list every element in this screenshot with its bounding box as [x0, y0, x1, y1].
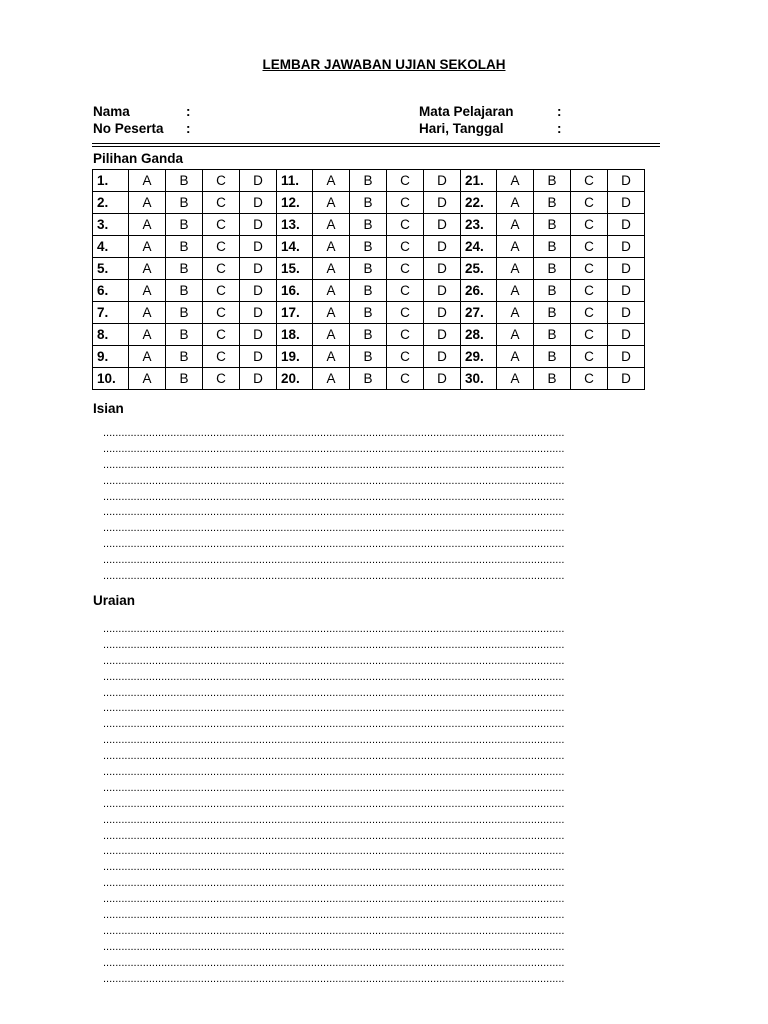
- answer-option[interactable]: C: [571, 368, 608, 390]
- answer-option[interactable]: B: [534, 368, 571, 390]
- answer-option[interactable]: D: [240, 280, 277, 302]
- table-row: [93, 258, 645, 280]
- answer-option[interactable]: B: [534, 170, 571, 192]
- uraian-answer-line[interactable]: .......................................................................................................................................................: [103, 924, 565, 937]
- answer-option[interactable]: C: [571, 258, 608, 280]
- uraian-answer-line[interactable]: .......................................................................................................................................................: [103, 956, 565, 969]
- question-number: 20.: [277, 368, 313, 390]
- field-mata-pelajaran-label: Mata Pelajaran: [419, 104, 514, 119]
- answer-option[interactable]: C: [387, 324, 424, 346]
- uraian-answer-line[interactable]: .......................................................................................................................................................: [103, 734, 565, 747]
- question-number: 1.: [93, 170, 129, 192]
- field-mata-pelajaran: [419, 104, 562, 120]
- field-hari-tanggal-label: Hari, Tanggal: [419, 121, 504, 136]
- answer-option[interactable]: A: [313, 236, 350, 258]
- answer-option[interactable]: A: [497, 258, 534, 280]
- answer-option[interactable]: D: [424, 258, 461, 280]
- answer-option[interactable]: B: [166, 346, 203, 368]
- uraian-answer-line[interactable]: .......................................................................................................................................................: [103, 623, 565, 635]
- answer-option[interactable]: A: [129, 302, 166, 324]
- answer-option[interactable]: A: [497, 324, 534, 346]
- isian-answer-line[interactable]: .......................................................................................................................................................: [103, 570, 565, 583]
- answer-option[interactable]: B: [166, 368, 203, 390]
- answer-option[interactable]: B: [166, 214, 203, 236]
- question-number: 14.: [277, 236, 313, 258]
- answer-option[interactable]: A: [497, 302, 534, 324]
- field-nama-colon: :: [186, 104, 191, 119]
- question-number: 6.: [93, 280, 129, 302]
- field-nama: [93, 104, 191, 120]
- uraian-answer-line[interactable]: .......................................................................................................................................................: [103, 718, 565, 731]
- uraian-answer-line[interactable]: .......................................................................................................................................................: [103, 686, 565, 699]
- answer-option[interactable]: C: [203, 236, 240, 258]
- question-number: 27.: [461, 302, 497, 324]
- answer-option[interactable]: C: [571, 324, 608, 346]
- uraian-answer-line[interactable]: .......................................................................................................................................................: [103, 797, 565, 810]
- answer-option[interactable]: D: [424, 346, 461, 368]
- table-row: [93, 170, 645, 192]
- answer-option[interactable]: A: [497, 280, 534, 302]
- uraian-answer-line[interactable]: .......................................................................................................................................................: [103, 750, 565, 763]
- table-row: [93, 214, 645, 236]
- question-number: 16.: [277, 280, 313, 302]
- answer-option[interactable]: C: [203, 170, 240, 192]
- answer-option[interactable]: A: [313, 170, 350, 192]
- question-number: 18.: [277, 324, 313, 346]
- answer-option[interactable]: A: [497, 214, 534, 236]
- answer-option[interactable]: D: [240, 214, 277, 236]
- answer-option[interactable]: A: [313, 280, 350, 302]
- answer-option[interactable]: D: [608, 214, 645, 236]
- answer-option[interactable]: B: [166, 236, 203, 258]
- answer-option[interactable]: A: [129, 236, 166, 258]
- answer-option[interactable]: C: [203, 324, 240, 346]
- answer-option[interactable]: D: [424, 170, 461, 192]
- answer-option[interactable]: D: [424, 192, 461, 214]
- answer-option[interactable]: A: [129, 258, 166, 280]
- answer-option[interactable]: A: [497, 236, 534, 258]
- answer-option[interactable]: C: [203, 214, 240, 236]
- uraian-answer-line[interactable]: .......................................................................................................................................................: [103, 766, 565, 779]
- answer-option[interactable]: D: [424, 236, 461, 258]
- page-title: LEMBAR JAWABAN UJIAN SEKOLAH: [262, 57, 506, 72]
- answer-option[interactable]: A: [129, 324, 166, 346]
- answer-option[interactable]: D: [608, 170, 645, 192]
- answer-option[interactable]: B: [350, 192, 387, 214]
- uraian-answer-line[interactable]: .......................................................................................................................................................: [103, 829, 565, 842]
- answer-option[interactable]: B: [534, 280, 571, 302]
- answer-option[interactable]: C: [203, 258, 240, 280]
- question-number: 11.: [277, 170, 313, 192]
- answer-option[interactable]: A: [129, 280, 166, 302]
- isian-answer-line[interactable]: .......................................................................................................................................................: [103, 522, 565, 535]
- isian-answer-line[interactable]: .......................................................................................................................................................: [103, 490, 565, 503]
- answer-option[interactable]: B: [534, 192, 571, 214]
- question-number: 7.: [93, 302, 129, 324]
- isian-answer-line[interactable]: .......................................................................................................................................................: [103, 427, 565, 439]
- uraian-answer-lines: [103, 622, 650, 987]
- answer-option[interactable]: C: [203, 346, 240, 368]
- answer-option[interactable]: C: [571, 236, 608, 258]
- answer-option[interactable]: C: [387, 236, 424, 258]
- answer-option[interactable]: C: [571, 302, 608, 324]
- answer-option[interactable]: C: [387, 214, 424, 236]
- question-number: 13.: [277, 214, 313, 236]
- answer-option[interactable]: B: [350, 368, 387, 390]
- answer-option[interactable]: B: [534, 324, 571, 346]
- answer-option[interactable]: D: [424, 368, 461, 390]
- answer-option[interactable]: B: [166, 258, 203, 280]
- answer-option[interactable]: D: [608, 302, 645, 324]
- answer-option[interactable]: D: [240, 346, 277, 368]
- question-number: 9.: [93, 346, 129, 368]
- answer-option[interactable]: D: [424, 214, 461, 236]
- isian-answer-line[interactable]: .......................................................................................................................................................: [103, 554, 565, 567]
- uraian-answer-line[interactable]: .......................................................................................................................................................: [103, 702, 565, 715]
- question-number: 10.: [93, 368, 129, 390]
- answer-option[interactable]: B: [350, 324, 387, 346]
- uraian-answer-line[interactable]: .......................................................................................................................................................: [103, 638, 565, 651]
- isian-answer-line[interactable]: .......................................................................................................................................................: [103, 506, 565, 519]
- question-number: 26.: [461, 280, 497, 302]
- answer-option[interactable]: B: [350, 280, 387, 302]
- answer-option[interactable]: D: [240, 368, 277, 390]
- answer-option[interactable]: D: [424, 280, 461, 302]
- answer-option[interactable]: C: [203, 192, 240, 214]
- answer-option[interactable]: C: [387, 346, 424, 368]
- question-number: 4.: [93, 236, 129, 258]
- table-row: [93, 302, 645, 324]
- answer-option[interactable]: C: [571, 346, 608, 368]
- answer-option[interactable]: C: [571, 192, 608, 214]
- answer-option[interactable]: A: [313, 214, 350, 236]
- table-row: [93, 236, 645, 258]
- answer-option[interactable]: D: [608, 280, 645, 302]
- question-number: 5.: [93, 258, 129, 280]
- uraian-answer-line[interactable]: .......................................................................................................................................................: [103, 670, 565, 683]
- answer-option[interactable]: A: [129, 192, 166, 214]
- answer-option[interactable]: D: [240, 236, 277, 258]
- isian-answer-line[interactable]: .......................................................................................................................................................: [103, 474, 565, 487]
- answer-option[interactable]: B: [534, 346, 571, 368]
- isian-answer-lines: [103, 426, 650, 585]
- answer-option[interactable]: A: [313, 368, 350, 390]
- answer-option[interactable]: C: [387, 368, 424, 390]
- answer-option[interactable]: A: [497, 346, 534, 368]
- answer-option[interactable]: A: [313, 302, 350, 324]
- answer-option[interactable]: D: [608, 368, 645, 390]
- isian-answer-line[interactable]: .......................................................................................................................................................: [103, 538, 565, 551]
- answer-option[interactable]: C: [387, 192, 424, 214]
- table-row: [93, 192, 645, 214]
- question-number: 2.: [93, 192, 129, 214]
- question-number: 8.: [93, 324, 129, 346]
- answer-option[interactable]: D: [608, 346, 645, 368]
- answer-option[interactable]: C: [387, 302, 424, 324]
- question-number: 23.: [461, 214, 497, 236]
- field-nama-label: Nama: [93, 104, 130, 119]
- answer-option[interactable]: B: [534, 236, 571, 258]
- uraian-answer-line[interactable]: .......................................................................................................................................................: [103, 877, 565, 890]
- uraian-answer-line[interactable]: .......................................................................................................................................................: [103, 909, 565, 922]
- field-hari-tanggal-colon: :: [557, 121, 562, 136]
- answer-option[interactable]: C: [571, 280, 608, 302]
- table-row: [93, 324, 645, 346]
- question-number: 30.: [461, 368, 497, 390]
- answer-option[interactable]: C: [203, 302, 240, 324]
- answer-option[interactable]: C: [387, 258, 424, 280]
- question-number: 15.: [277, 258, 313, 280]
- question-number: 24.: [461, 236, 497, 258]
- answer-option[interactable]: D: [240, 192, 277, 214]
- answer-option[interactable]: A: [313, 192, 350, 214]
- isian-heading: Isian: [93, 401, 124, 416]
- answer-option[interactable]: D: [424, 324, 461, 346]
- answer-option[interactable]: B: [350, 302, 387, 324]
- uraian-answer-line[interactable]: .......................................................................................................................................................: [103, 893, 565, 906]
- answer-option[interactable]: D: [608, 236, 645, 258]
- multiple-choice-table: [92, 169, 645, 390]
- field-no-peserta-label: No Peserta: [93, 121, 164, 136]
- answer-option[interactable]: B: [350, 346, 387, 368]
- answer-option[interactable]: A: [129, 346, 166, 368]
- answer-option[interactable]: C: [387, 280, 424, 302]
- uraian-answer-line[interactable]: .......................................................................................................................................................: [103, 813, 565, 826]
- field-mata-pelajaran-colon: :: [557, 104, 562, 119]
- answer-option[interactable]: B: [166, 302, 203, 324]
- field-no-peserta-colon: :: [186, 121, 191, 136]
- answer-option[interactable]: A: [129, 214, 166, 236]
- uraian-answer-line[interactable]: .......................................................................................................................................................: [103, 940, 565, 953]
- isian-answer-line[interactable]: .......................................................................................................................................................: [103, 458, 565, 471]
- uraian-answer-line[interactable]: .......................................................................................................................................................: [103, 861, 565, 874]
- answer-option[interactable]: D: [240, 302, 277, 324]
- answer-option[interactable]: A: [129, 170, 166, 192]
- uraian-answer-line[interactable]: .......................................................................................................................................................: [103, 972, 565, 985]
- answer-option[interactable]: C: [203, 280, 240, 302]
- field-no-peserta: [93, 121, 191, 137]
- question-number: 19.: [277, 346, 313, 368]
- answer-option[interactable]: A: [497, 192, 534, 214]
- answer-option[interactable]: A: [313, 258, 350, 280]
- answer-option[interactable]: C: [203, 368, 240, 390]
- question-number: 17.: [277, 302, 313, 324]
- answer-option[interactable]: C: [571, 170, 608, 192]
- answer-option[interactable]: B: [350, 214, 387, 236]
- answer-option[interactable]: B: [350, 236, 387, 258]
- answer-option[interactable]: A: [313, 346, 350, 368]
- uraian-answer-line[interactable]: .......................................................................................................................................................: [103, 845, 565, 858]
- pilihan-ganda-heading: Pilihan Ganda: [93, 151, 184, 166]
- answer-option[interactable]: B: [166, 170, 203, 192]
- answer-option[interactable]: D: [240, 324, 277, 346]
- answer-option[interactable]: A: [129, 368, 166, 390]
- answer-option[interactable]: B: [350, 258, 387, 280]
- table-row: [93, 346, 645, 368]
- answer-option[interactable]: B: [166, 324, 203, 346]
- answer-option[interactable]: D: [608, 192, 645, 214]
- answer-option[interactable]: D: [424, 302, 461, 324]
- answer-option[interactable]: C: [571, 214, 608, 236]
- field-hari-tanggal: [419, 121, 562, 137]
- question-number: 25.: [461, 258, 497, 280]
- answer-option[interactable]: B: [534, 302, 571, 324]
- answer-option[interactable]: D: [608, 258, 645, 280]
- header-divider: [92, 143, 660, 147]
- uraian-answer-line[interactable]: .......................................................................................................................................................: [103, 654, 565, 667]
- answer-option[interactable]: B: [534, 258, 571, 280]
- question-number: 3.: [93, 214, 129, 236]
- answer-option[interactable]: A: [497, 368, 534, 390]
- answer-option[interactable]: C: [387, 170, 424, 192]
- answer-option[interactable]: D: [608, 324, 645, 346]
- answer-option[interactable]: B: [350, 170, 387, 192]
- question-number: 29.: [461, 346, 497, 368]
- table-row: [93, 368, 645, 390]
- answer-option[interactable]: B: [166, 280, 203, 302]
- question-number: 21.: [461, 170, 497, 192]
- answer-option[interactable]: A: [313, 324, 350, 346]
- question-number: 22.: [461, 192, 497, 214]
- answer-option[interactable]: D: [240, 258, 277, 280]
- answer-option[interactable]: B: [534, 214, 571, 236]
- uraian-heading: Uraian: [93, 593, 136, 608]
- table-row: [93, 280, 645, 302]
- answer-option[interactable]: B: [166, 192, 203, 214]
- isian-answer-line[interactable]: .......................................................................................................................................................: [103, 442, 565, 455]
- answer-option[interactable]: A: [497, 170, 534, 192]
- uraian-answer-line[interactable]: .......................................................................................................................................................: [103, 781, 565, 794]
- answer-option[interactable]: D: [240, 170, 277, 192]
- question-number: 12.: [277, 192, 313, 214]
- question-number: 28.: [461, 324, 497, 346]
